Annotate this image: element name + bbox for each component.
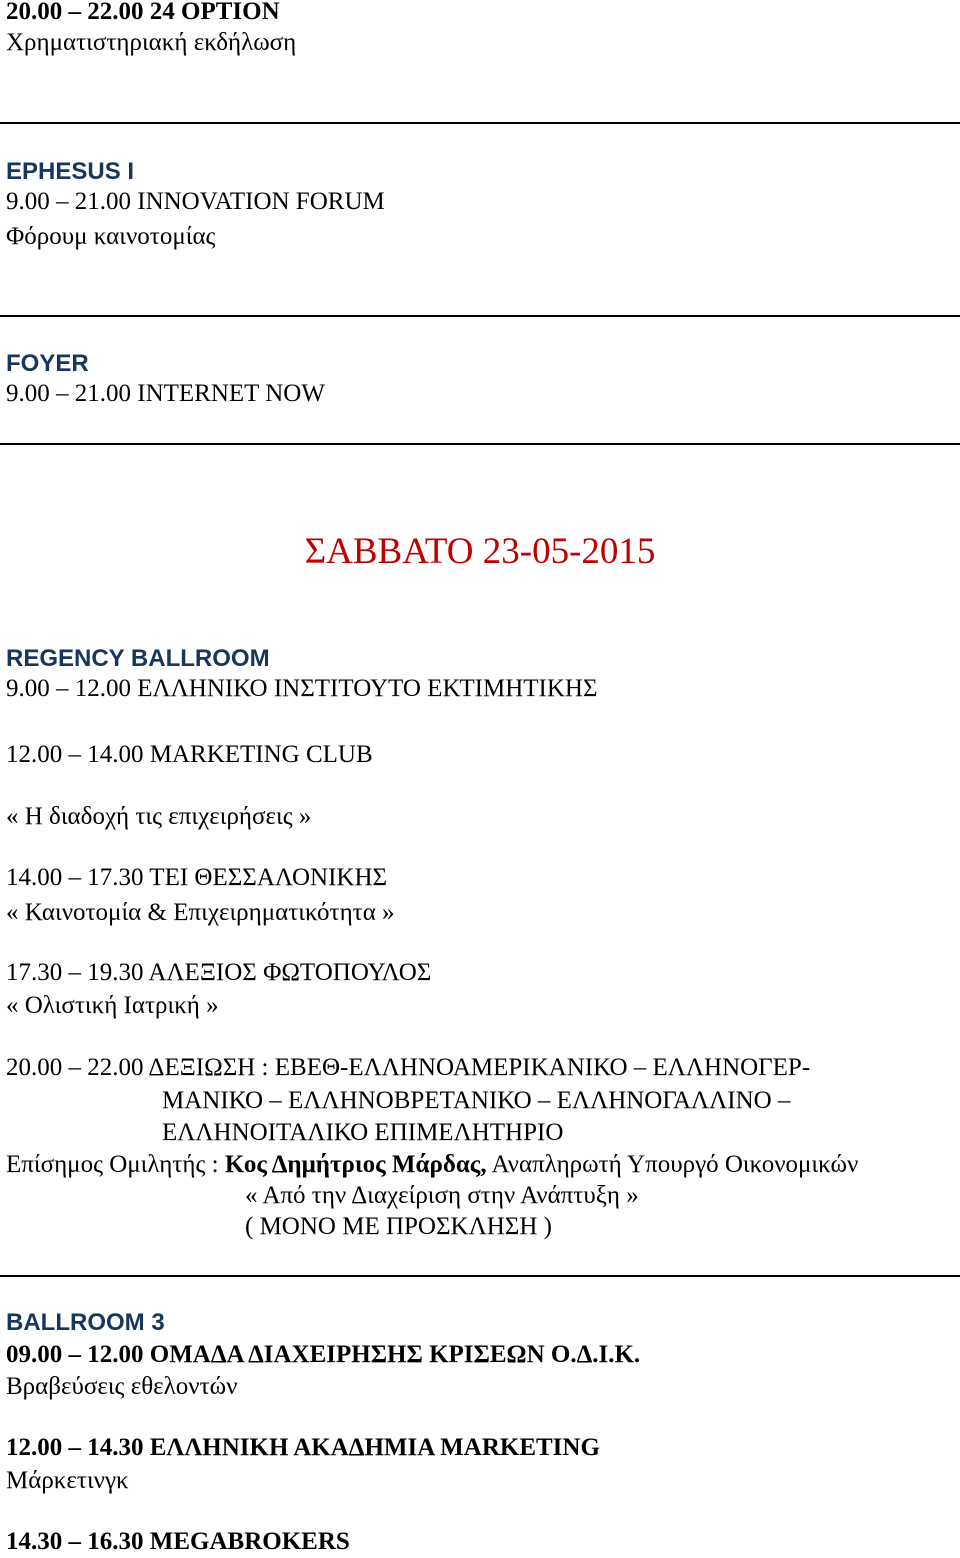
event-title: 17.30 – 19.30 ΑΛΕΞΙΟΣ ΦΩΤΟΠΟΥΛΟΣ [6,959,432,986]
event-title: 14.30 – 16.30 MEGABROKERS [6,1528,350,1555]
section-divider [0,315,960,317]
speaker-role: Αναπληρωτή Υπουργό Οικονομικών [486,1151,859,1178]
event-title: 9.00 – 21.00 INNOVATION FORUM [6,188,385,215]
event-title-continued: ΕΛΛΗΝΟΙΤΑΛΙΚΟ ΕΠΙΜΕΛΗΤΗΡΙΟ [162,1119,564,1146]
venue-heading: REGENCY BALLROOM [6,645,270,672]
section-divider [0,443,960,445]
speaker-name: Κος Δημήτριος Μάρδας, [224,1151,487,1178]
section-divider [0,1275,960,1277]
event-title-continued: ΜΑΝΙΚΟ – ΕΛΛΗΝΟΒΡΕΤΑΝΙΚΟ – ΕΛΛΗΝΟΓΑΛΛΙΝΟ – [162,1087,791,1114]
event-description: Μάρκετινγκ [6,1467,129,1494]
section-divider [0,122,960,124]
event-title: 20.00 – 22.00 ΔΕΞΙΩΣΗ : ΕΒΕΘ-ΕΛΛΗΝΟΑΜΕΡΙΚΑΝΙΚΟ – ΕΛΛΗΝΟΓΕΡ- [6,1054,811,1081]
event-description: Χρηματιστηριακή εκδήλωση [6,29,297,56]
invitation-note: ( ΜΟΝΟ ΜΕ ΠΡΟΣΚΛΗΣΗ ) [245,1213,552,1240]
event-title: 14.00 – 17.30 ΤΕΙ ΘΕΣΣΑΛΟΝΙΚΗΣ [6,864,388,891]
speaker-line [6,1150,858,1180]
venue-heading: FOYER [6,350,89,377]
event-description: « Ολιστική Ιατρική » [6,992,219,1019]
event-title: 20.00 – 22.00 24 OPTION [6,0,280,25]
event-description: Φόρουμ καινοτομίας [6,223,216,250]
event-title: 09.00 – 12.00 ΟΜΑΔΑ ΔΙΑΧΕΙΡΗΣΗΣ ΚΡΙΣΕΩΝ Ο.Δ.Ι.Κ. [6,1341,641,1368]
venue-heading: EPHESUS I [6,158,135,185]
event-title: 12.00 – 14.30 ΕΛΛΗΝΙΚΗ ΑΚΑΔΗΜΙΑ MARKETING [6,1434,600,1461]
speaker-prefix: Επίσημος Ομιλητής : [6,1151,225,1178]
event-description: « Καινοτομία & Επιχειρηματικότητα » [6,899,395,926]
speech-topic: « Από την Διαχείριση στην Ανάπτυξη » [245,1182,639,1209]
event-title: 12.00 – 14.00 MARKETING CLUB [6,741,373,768]
event-title: 9.00 – 12.00 ΕΛΛΗΝΙΚΟ ΙΝΣΤΙΤΟΥΤΟ ΕΚΤΙΜΗΤΙΚΗΣ [6,675,598,702]
event-description: « Η διαδοχή τις επιχειρήσεις » [6,803,312,830]
venue-heading: BALLROOM 3 [6,1309,165,1336]
event-title: 9.00 – 21.00 INTERNET NOW [6,380,325,407]
date-heading: ΣΑΒΒΑΤΟ 23-05-2015 [304,531,656,572]
event-description: Βραβεύσεις εθελοντών [6,1373,238,1400]
